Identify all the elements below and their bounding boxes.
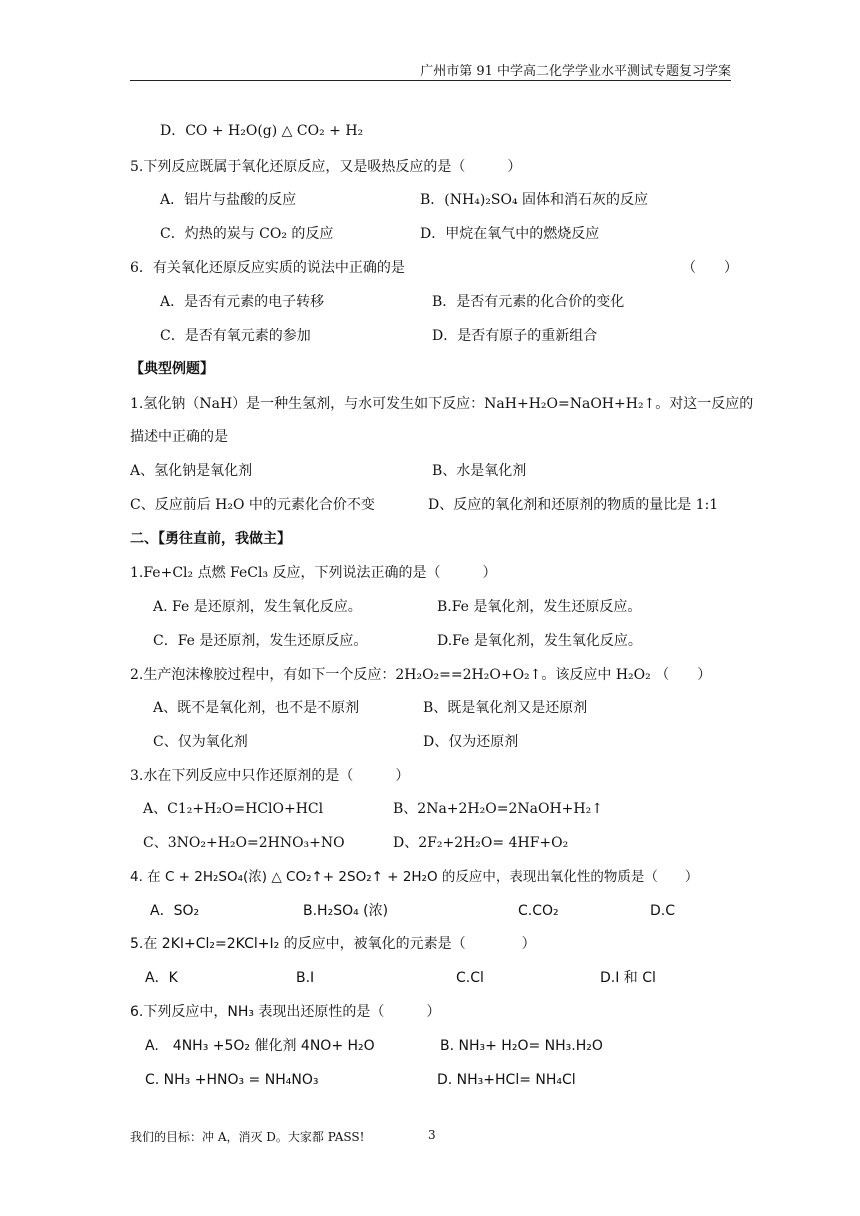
practice4-option-b: B.H₂SO₄ (浓) [303, 903, 389, 919]
q5-stem: 5.下列反应既属于氧化还原反应，又是吸热反应的是（ ） [130, 159, 522, 175]
page-header: 广州市第 91 中学高二化学学业水平测试专题复习学案 [420, 64, 731, 79]
q4-option-d: D．CO + H₂O(g) △ CO₂ + H₂ [160, 123, 364, 139]
practice6-option-d: D. NH₃+HCl= NH₄Cl [437, 1072, 576, 1088]
practice3-option-b: B、2Na+2H₂O=2NaOH+H₂↑ [393, 801, 603, 817]
practice4-stem: 4. 在 C + 2H₂SO₄(浓) △ CO₂↑+ 2SO₂↑ + 2H₂O 的反应中，表现出氧化性的物质是（ ） [130, 869, 699, 885]
example1-option-c: C、反应前后 H₂O 中的元素化合价不变 [130, 497, 375, 513]
practice1-option-c: C．Fe 是还原剂，发生还原反应。 [153, 633, 368, 649]
q5-option-b: B．(NH₄)₂SO₄ 固体和消石灰的反应 [420, 192, 649, 208]
practice2-option-b: B、既是氧化剂又是还原剂 [423, 700, 588, 716]
practice5-option-a: A．K [145, 970, 178, 986]
example1-stem-cont: 描述中正确的是 [130, 429, 228, 445]
practice6-option-b: B. NH₃+ H₂O= NH₃.H₂O [440, 1038, 603, 1054]
practice1-stem: 1.Fe+Cl₂ 点燃 FeCl₃ 反应，下列说法正确的是（ ） [130, 565, 497, 581]
practice2-option-c: C、仅为氧化剂 [153, 734, 248, 750]
practice3-option-d: D、2F₂+2H₂O= 4HF+O₂ [393, 835, 569, 851]
practice5-option-d: D.I 和 Cl [600, 970, 656, 986]
practice2-option-d: D、仅为还原剂 [423, 734, 519, 750]
practice1-option-d: D.Fe 是氧化剂，发生氧化反应。 [437, 633, 642, 649]
q6-stem: 6．有关氧化还原反应实质的说法中正确的是 [130, 260, 405, 276]
practice1-option-b: B.Fe 是氧化剂，发生还原反应。 [437, 599, 642, 615]
practice2-option-a: A、既不是氧化剂，也不是不原剂 [153, 700, 360, 716]
q6-option-c: C．是否有氧元素的参加 [160, 328, 311, 344]
practice5-option-c: C.Cl [456, 970, 484, 986]
practice3-stem: 3.水在下列反应中只作还原剂的是（ ） [130, 768, 410, 784]
q6-option-b: B．是否有元素的化合价的变化 [432, 294, 625, 310]
section-typical-examples: 【典型例题】 [130, 361, 214, 377]
q6-option-a: A．是否有元素的电子转移 [160, 294, 325, 310]
practice6-stem: 6.下列反应中，NH₃ 表现出还原性的是（ ） [130, 1004, 441, 1020]
practice5-stem: 5.在 2KI+Cl₂=2KCl+I₂ 的反应中，被氧化的元素是（ ） [130, 936, 536, 952]
header-rule [130, 80, 731, 81]
q5-option-a: A．铝片与盐酸的反应 [160, 192, 297, 208]
section-go-forward: 二、【勇往直前，我做主】 [130, 531, 291, 547]
practice3-option-a: A、C1₂+H₂O=HClO+HCl [143, 801, 324, 817]
practice2-stem: 2.生产泡沫橡胶过程中，有如下一个反应：2H₂O₂==2H₂O+O₂↑。该反应中 H₂O₂ （ ） [130, 667, 712, 683]
example1-option-d: D、反应的氧化剂和还原剂的物质的量比是 1:1 [428, 497, 719, 513]
example1-option-a: A、氢化钠是氧化剂 [130, 463, 253, 479]
practice3-option-c: C、3NO₂+H₂O=2HNO₃+NO [143, 835, 345, 851]
footer-motto: 我们的目标：冲 A，消灭 D。大家都 PASS! [130, 1130, 365, 1144]
page-number: 3 [428, 1128, 436, 1142]
example1-option-b: B、水是氧化剂 [432, 463, 527, 479]
practice1-option-a: A. Fe 是还原剂，发生氧化反应。 [153, 599, 362, 615]
practice4-option-a: A．SO₂ [150, 903, 200, 919]
q5-option-d: D．甲烷在氧气中的燃烧反应 [420, 226, 600, 242]
practice4-option-d: D.C [650, 903, 676, 919]
practice4-option-c: C.CO₂ [518, 903, 559, 919]
q6-option-d: D．是否有原子的重新组合 [432, 328, 598, 344]
q5-option-c: C．灼热的炭与 CO₂ 的反应 [160, 226, 334, 242]
practice6-option-c: C. NH₃ +HNO₃ = NH₄NO₃ [145, 1072, 319, 1088]
practice6-option-a: A. 4NH₃ +5O₂ 催化剂 4NO+ H₂O [145, 1038, 375, 1054]
q6-answer-blank: （ ） [682, 260, 738, 276]
example1-stem: 1.氢化钠（NaH）是一种生氢剂，与水可发生如下反应：NaH+H₂O=NaOH+H₂↑。对这一反应的 [130, 396, 754, 412]
practice5-option-b: B.I [296, 970, 315, 986]
